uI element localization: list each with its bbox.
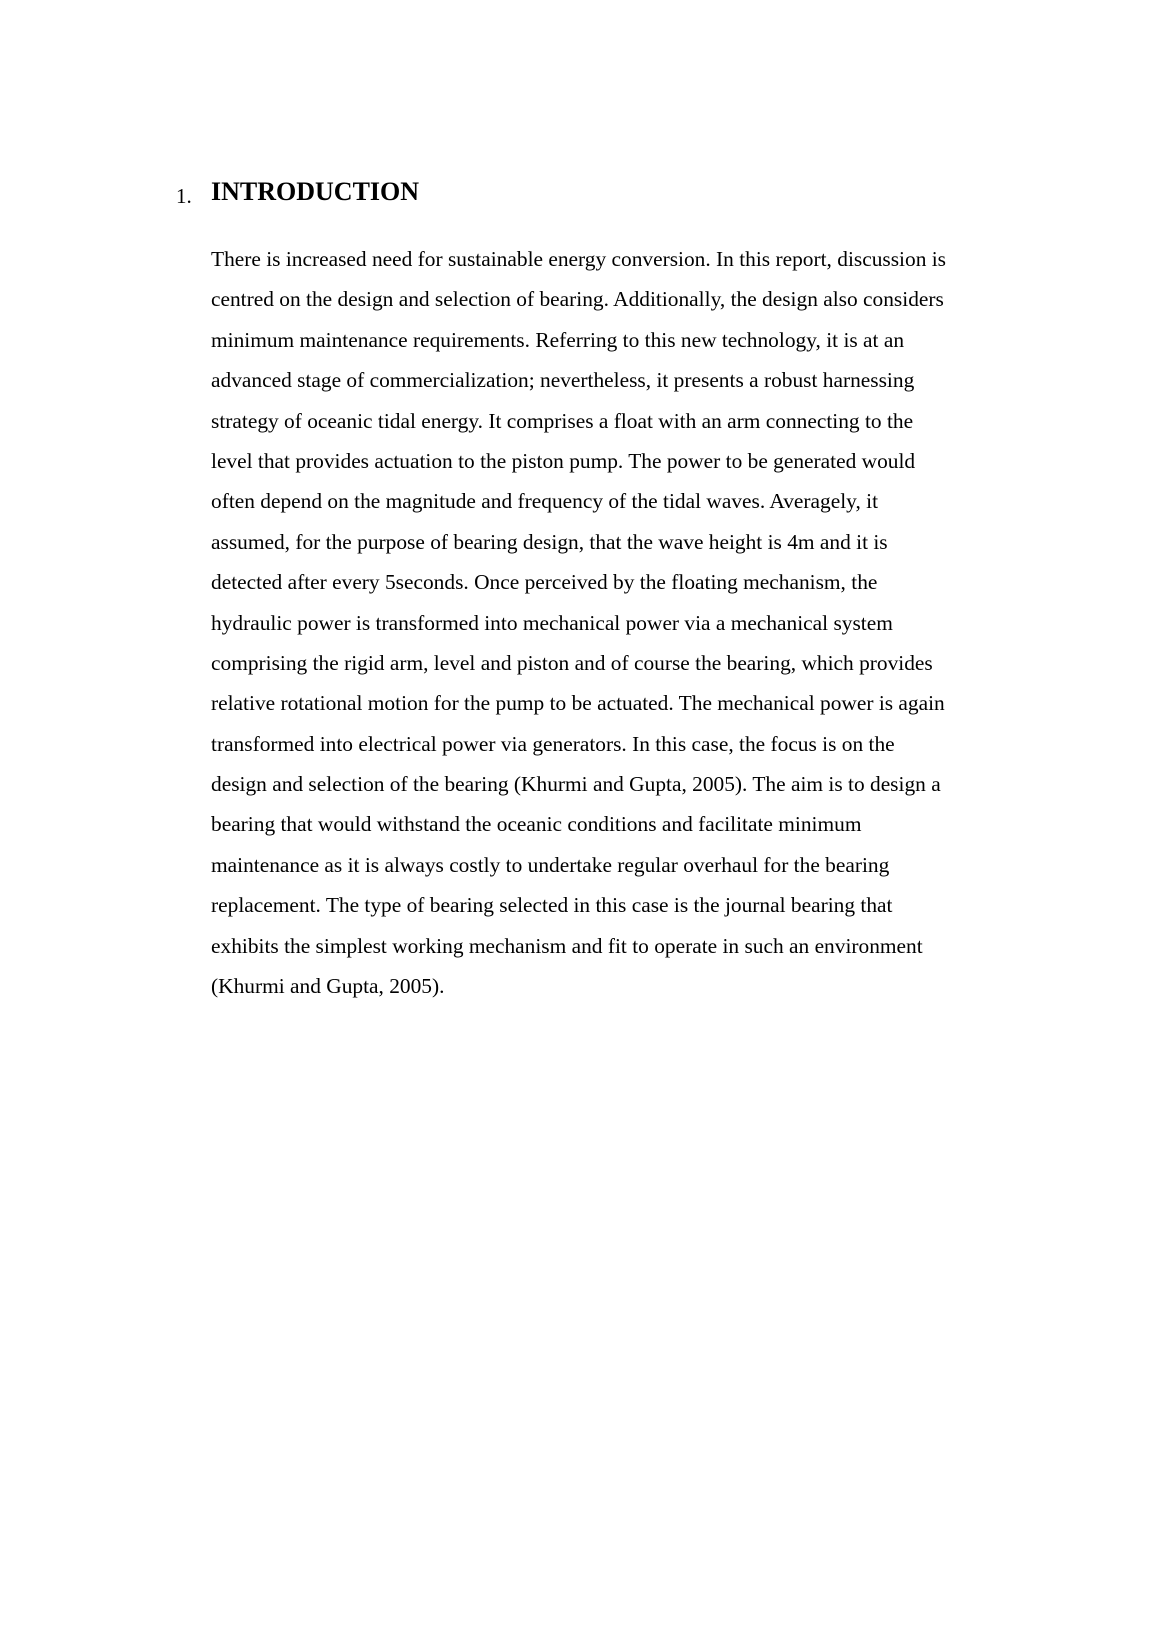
paragraph-line: (Khurmi and Gupta, 2005). bbox=[211, 974, 445, 999]
paragraph-line: comprising the rigid arm, level and piston and of course the bearing, which provides bbox=[211, 650, 933, 675]
introduction-paragraph bbox=[211, 239, 1041, 1006]
paragraph-line: strategy of oceanic tidal energy. It comprises a float with an arm connecting to the bbox=[211, 408, 914, 433]
section-number: 1. bbox=[176, 184, 192, 208]
section-title: INTRODUCTION bbox=[211, 177, 420, 206]
paragraph-line: exhibits the simplest working mechanism and fit to operate in such an environment bbox=[211, 933, 923, 958]
paragraph-line: detected after every 5seconds. Once perceived by the floating mechanism, the bbox=[211, 570, 878, 595]
paragraph-line: often depend on the magnitude and frequency of the tidal waves. Averagely, it bbox=[211, 489, 879, 514]
paragraph-line: minimum maintenance requirements. Referring to this new technology, it is at an bbox=[211, 327, 905, 352]
paragraph-line: level that provides actuation to the piston pump. The power to be generated would bbox=[211, 448, 916, 473]
paragraph-line: bearing that would withstand the oceanic conditions and facilitate minimum bbox=[211, 812, 862, 837]
paragraph-line: advanced stage of commercialization; nevertheless, it presents a robust harnessing bbox=[211, 368, 915, 393]
paragraph-line: transformed into electrical power via generators. In this case, the focus is on the bbox=[211, 731, 895, 756]
paragraph-line: design and selection of the bearing (Khurmi and Gupta, 2005). The aim is to design a bbox=[211, 772, 941, 797]
paragraph-line: centred on the design and selection of bearing. Additionally, the design also considers bbox=[211, 287, 944, 312]
paragraph-line: relative rotational motion for the pump to be actuated. The mechanical power is again bbox=[211, 691, 945, 716]
paragraph-line: hydraulic power is transformed into mechanical power via a mechanical system bbox=[211, 610, 893, 635]
paragraph-line: maintenance as it is always costly to undertake regular overhaul for the bearing bbox=[211, 852, 890, 877]
paragraph-line: replacement. The type of bearing selected in this case is the journal bearing that bbox=[211, 893, 893, 918]
paragraph-line: There is increased need for sustainable energy conversion. In this report, discussion is bbox=[211, 247, 946, 271]
paragraph-line: assumed, for the purpose of bearing design, that the wave height is 4m and it is bbox=[211, 529, 888, 554]
